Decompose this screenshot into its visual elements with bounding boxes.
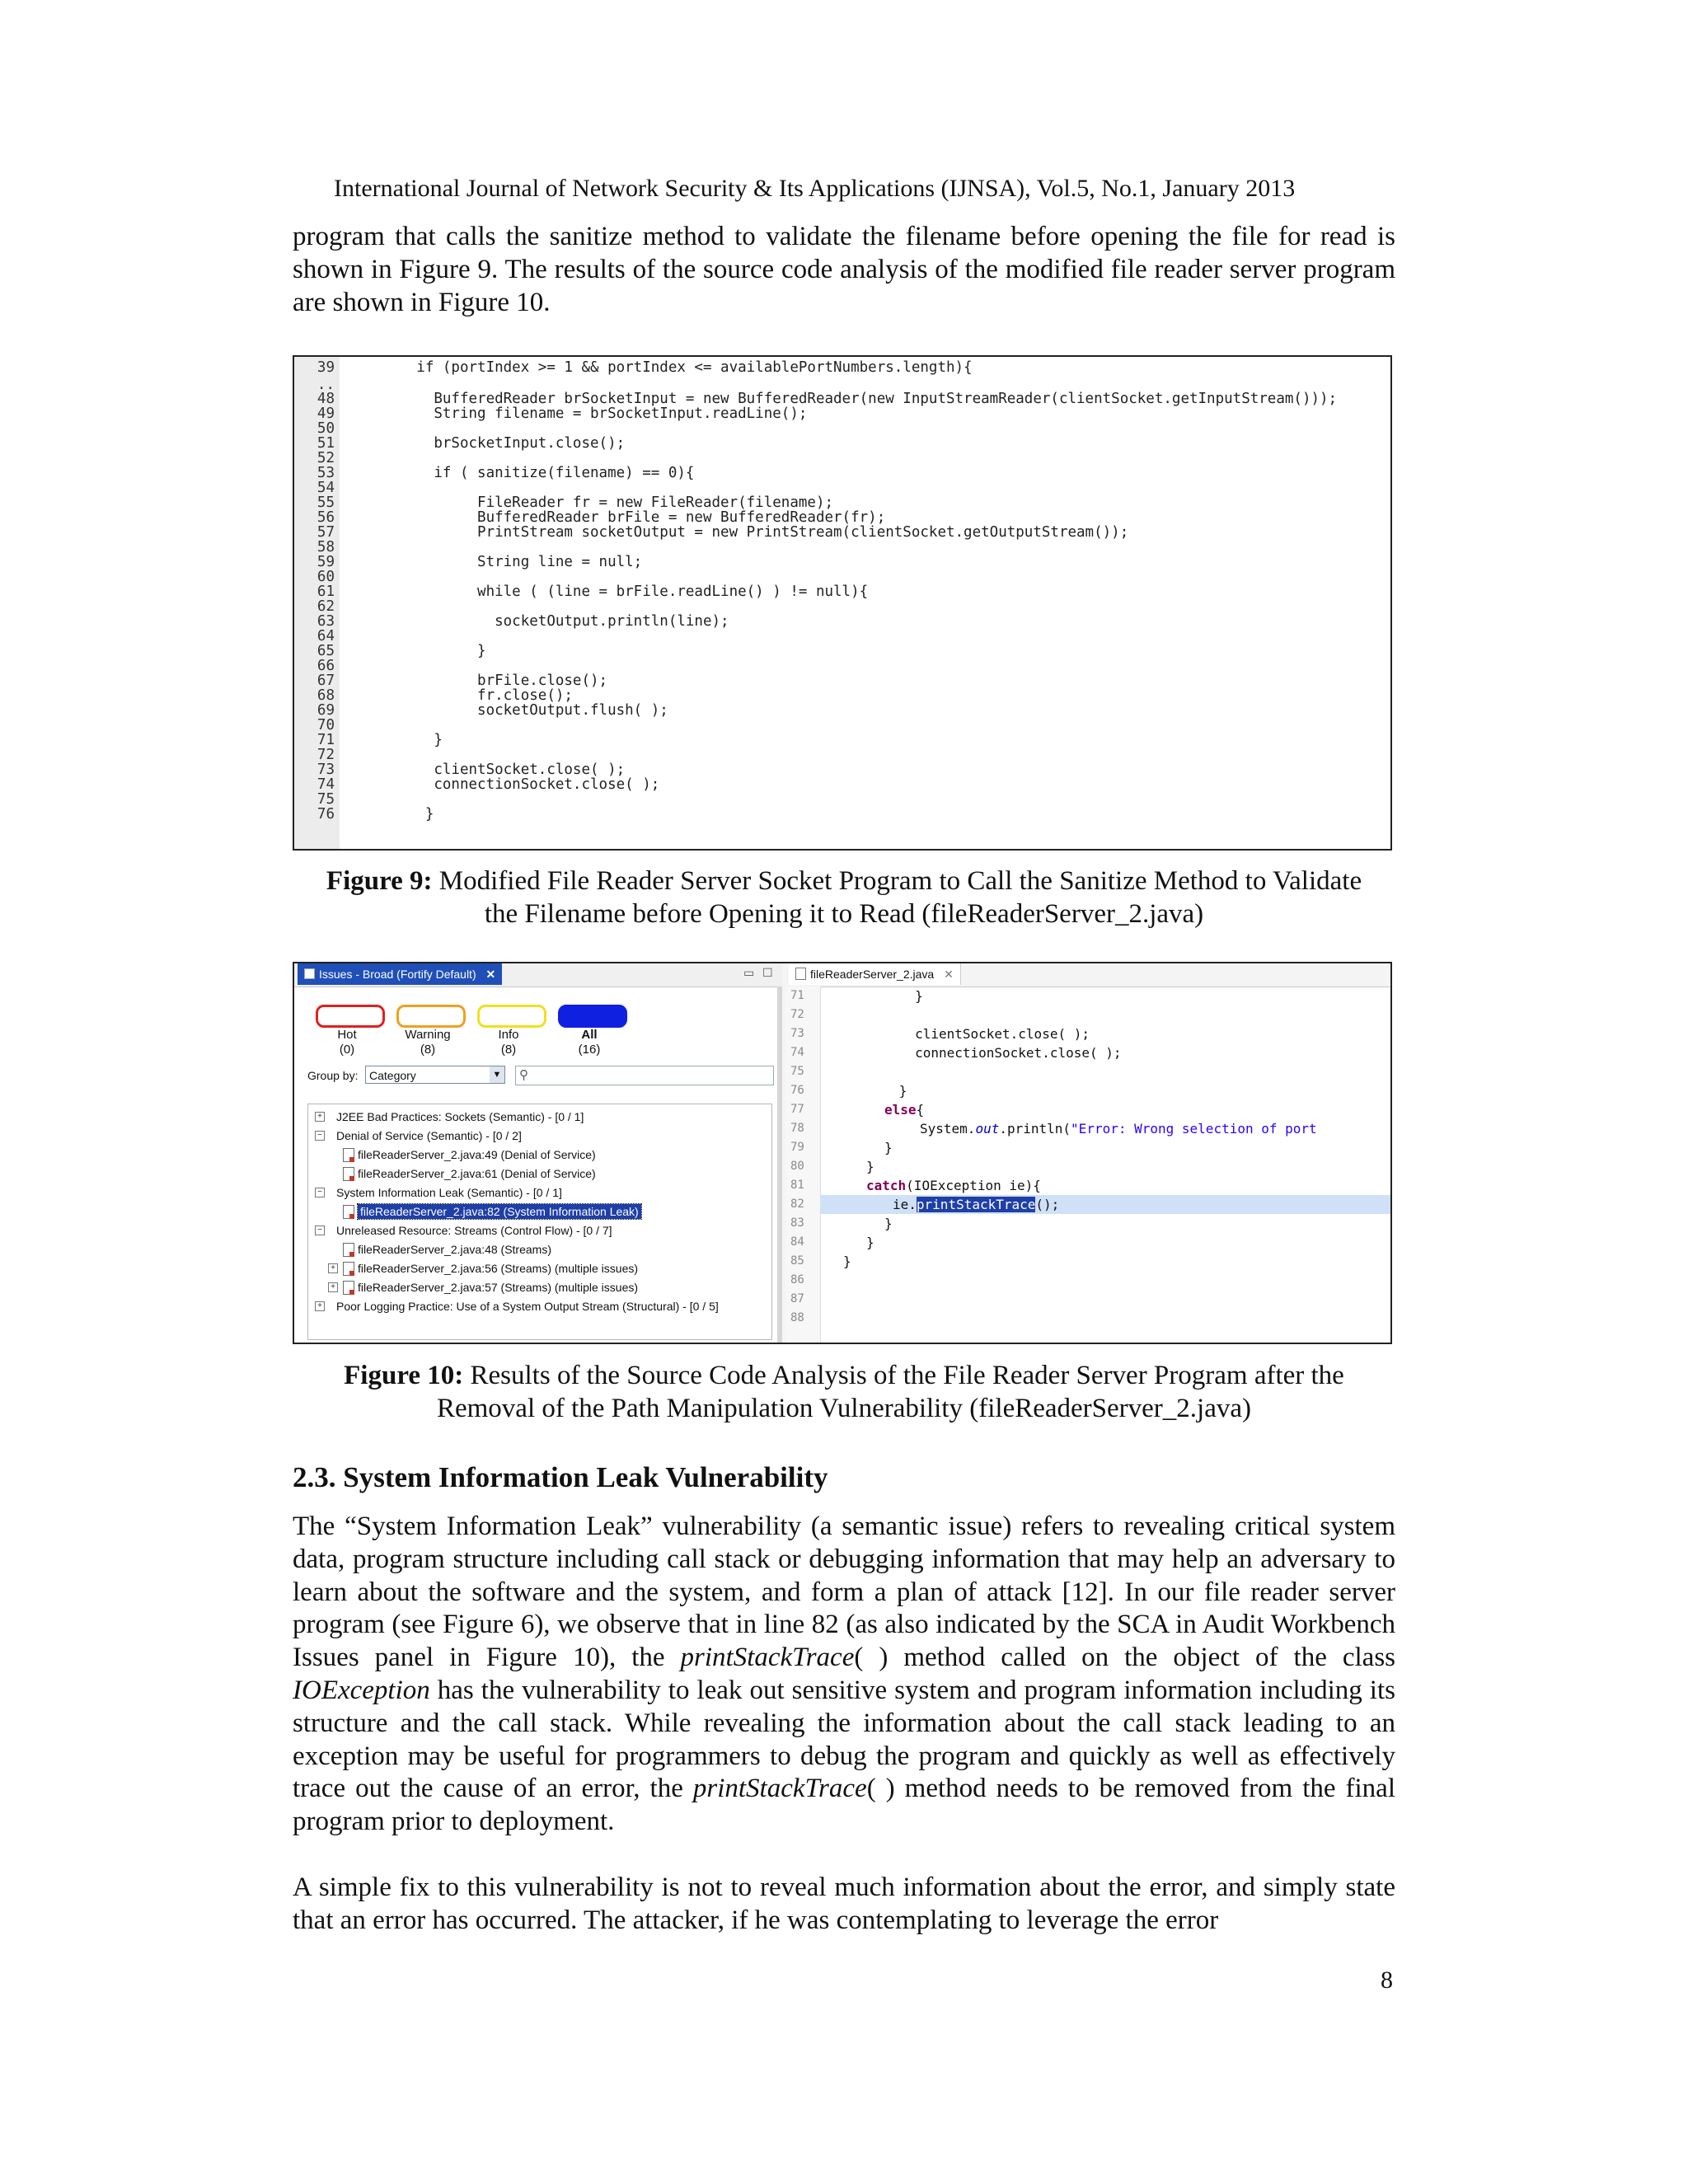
severity-name: All [581, 1028, 598, 1042]
issue-file-icon [343, 1167, 354, 1181]
line-number: 53 [316, 465, 335, 481]
line-number: 71 [316, 732, 335, 748]
tree-item[interactable]: Denial of Service (Semantic) - [0 / 2] [336, 1129, 522, 1142]
editor-line-number: 73 [790, 1027, 804, 1040]
line-number: 66 [316, 658, 335, 674]
line-number: 49 [316, 405, 335, 422]
expand-icon[interactable]: + [315, 1301, 325, 1311]
figure-10-ide-screenshot [293, 962, 1392, 1344]
editor-line-number: 75 [790, 1065, 804, 1078]
group-by-value: Category [369, 1069, 416, 1082]
figure-10-caption-line1: Results of the Source Code Analysis of the File Reader Server Program after the [470, 1361, 1344, 1390]
body-paragraph-2: A simple fix to this vulnerability is not to reveal much information about the error, and simply state that an error has occurred. The attacker, if he was contemplating to leverage the error [293, 1872, 1395, 1935]
section-heading: 2.3. System Information Leak Vulnerability [293, 1461, 828, 1493]
severity-count: (16) [578, 1043, 601, 1057]
figure-9-caption-line1: Modified File Reader Server Socket Program to Call the Sanitize Method to Validate [438, 866, 1362, 896]
line-number: 56 [316, 509, 335, 526]
line-number: 64 [316, 628, 335, 644]
editor-line-number: 88 [790, 1311, 804, 1324]
code-line-71: } [851, 988, 923, 1004]
line-number: 67 [316, 673, 335, 689]
code-line: fr.close(); [347, 687, 573, 704]
collapse-icon[interactable]: − [315, 1226, 325, 1235]
catch-keyword: catch [866, 1178, 907, 1193]
tree-item[interactable]: fileReaderServer_2.java:61 (Denial of Service) [358, 1167, 596, 1180]
line-number: 61 [316, 583, 335, 600]
issue-file-icon [343, 1281, 354, 1295]
java-file-icon [795, 968, 806, 980]
editor-line-number: 71 [790, 989, 804, 1002]
code-line: while ( (line = brFile.readLine() ) != null){ [347, 583, 869, 600]
code-line: String filename = brSocketInput.readLine(); [347, 405, 808, 422]
code-line-74: connectionSocket.close( ); [851, 1045, 1122, 1061]
chevron-down-icon[interactable]: ▼ [490, 1066, 504, 1083]
line-number: 74 [316, 776, 335, 793]
issues-tab-label: Issues - Broad (Fortify Default) [319, 968, 476, 981]
code-line: brFile.close(); [347, 673, 608, 689]
expand-icon[interactable]: + [328, 1263, 338, 1273]
search-icon: ⚲ [519, 1068, 528, 1082]
code-line-76: } [851, 1083, 907, 1099]
tree-item[interactable]: J2EE Bad Practices: Sockets (Semantic) - [0 / 1] [336, 1110, 584, 1123]
issues-tab[interactable] [298, 963, 502, 985]
tree-item[interactable]: Unreleased Resource: Streams (Control Flow) - [0 / 7] [336, 1224, 612, 1237]
line-number: 65 [316, 643, 335, 659]
figure-9-label: Figure 9: [326, 866, 433, 896]
editor-line-number: 79 [790, 1141, 804, 1154]
line-number: 50 [316, 420, 335, 437]
figure-9-caption-line2: the Filename before Opening it to Read (fileReaderServer_2.java) [484, 899, 1204, 929]
severity-count: (8) [420, 1043, 436, 1057]
expand-icon[interactable]: + [315, 1112, 325, 1122]
code-line: if (portIndex >= 1 && portIndex <= availablePortNumbers.length){ [347, 359, 973, 376]
severity-count: (8) [500, 1043, 517, 1057]
editor-line-number: 77 [790, 1103, 804, 1116]
line-number: 52 [316, 450, 335, 466]
code-line: if ( sanitize(filename) == 0){ [347, 465, 695, 481]
editor-line-number: 72 [790, 1008, 804, 1021]
editor-line-number: 80 [790, 1160, 804, 1173]
body-paragraph-1 [293, 1511, 1395, 1839]
body1-part-g: ( ) method needs to be removed from the final program prior to deployment. [293, 1774, 1395, 1837]
severity-name: Hot [337, 1028, 357, 1042]
body1-printstacktrace: printStackTrace [680, 1643, 855, 1673]
issue-file-icon [343, 1148, 354, 1162]
tree-item[interactable]: fileReaderServer_2.java:49 (Denial of Service) [358, 1148, 596, 1161]
editor-line-number: 74 [790, 1046, 804, 1059]
tree-item[interactable]: fileReaderServer_2.java:48 (Streams) [358, 1243, 551, 1256]
line-number: 72 [316, 747, 335, 763]
editor-line-number: 81 [790, 1179, 804, 1192]
line-number: 63 [316, 613, 335, 630]
severity-count: (0) [339, 1043, 355, 1057]
tree-item[interactable]: fileReaderServer_2.java:56 (Streams) (multiple issues) [358, 1262, 639, 1275]
line-number: 39 [316, 359, 335, 376]
body1-part-e: has the vulnerability to leak out sensitive system and program information including its structure and the call stack. While revealing the information about the call stack leading to an exception may be useful for programmers to debug the program and quickly as well as effectively trace out the cause of an error, the [293, 1675, 1395, 1804]
code-line-84: } [866, 1235, 874, 1250]
collapse-icon[interactable]: − [315, 1188, 325, 1197]
page-number: 8 [1381, 1966, 1393, 1994]
severity-filter-info[interactable] [477, 1005, 546, 1028]
code-line: } [347, 732, 443, 748]
line-number: .. [316, 377, 335, 393]
code-line-77 [884, 1100, 924, 1119]
line-number: 76 [316, 806, 335, 823]
severity-label [556, 1028, 622, 1057]
editor-line-number: 86 [790, 1273, 804, 1286]
tree-item[interactable]: Poor Logging Practice: Use of a System Output Stream (Structural) - [0 / 5] [336, 1300, 719, 1313]
editor-panel [785, 963, 1390, 1343]
code-line-78 [920, 1119, 1317, 1138]
code-line: brSocketInput.close(); [347, 435, 626, 452]
body1-part-c: ( ) method called on the object of the class [854, 1643, 1396, 1673]
code-line: BufferedReader brFile = new BufferedReader(fr); [347, 509, 886, 526]
severity-filter-warning[interactable] [396, 1005, 466, 1028]
severity-label [476, 1028, 542, 1057]
minimize-icon[interactable]: ▭ [743, 966, 755, 979]
code-line-82-b: (); [1035, 1197, 1060, 1212]
code-line-81-rest: (IOException ie){ [906, 1178, 1041, 1193]
figure-10-label: Figure 10: [344, 1361, 464, 1390]
line-number: 48 [316, 391, 335, 407]
line-number: 62 [316, 598, 335, 615]
line-number: 55 [316, 494, 335, 511]
group-by-label: Group by: [307, 1069, 359, 1082]
code-line: clientSocket.close( ); [347, 762, 626, 778]
code-line-82-a: ie. [893, 1197, 917, 1212]
body1-printstacktrace-2: printStackTrace [692, 1774, 867, 1804]
line-number: 58 [316, 539, 335, 555]
code-line-78-a: System. [920, 1121, 976, 1137]
issues-tree [307, 1104, 772, 1340]
code-line-79: } [884, 1140, 893, 1155]
line-number: 51 [316, 435, 335, 452]
figure-10-caption [293, 1359, 1395, 1425]
line-number: 70 [316, 717, 335, 733]
journal-header: International Journal of Network Security & Its Applications (IJNSA), Vol.5, No.1, January 2013 [334, 175, 1296, 202]
code-line-82 [893, 1195, 1059, 1214]
code-line-78-out: out [975, 1121, 1000, 1137]
tree-item[interactable]: System Information Leak (Semantic) - [0 / 1] [336, 1186, 562, 1199]
code-line: socketOutput.flush( ); [347, 702, 668, 719]
editor-line-number: 84 [790, 1235, 804, 1249]
code-line: } [347, 806, 434, 823]
code-line: connectionSocket.close( ); [347, 776, 660, 793]
close-icon[interactable]: ✕ [944, 968, 954, 981]
code-line-85: } [843, 1254, 851, 1269]
figure-10-caption-line2: Removal of the Path Manipulation Vulnerability (fileReaderServer_2.java) [436, 1394, 1252, 1423]
tree-item[interactable]: fileReaderServer_2.java:57 (Streams) (multiple issues) [358, 1281, 639, 1294]
editor-line-number: 82 [790, 1197, 804, 1211]
editor-line-number: 78 [790, 1122, 804, 1135]
line-number: 68 [316, 687, 335, 704]
severity-name: Warning [405, 1028, 451, 1042]
editor-line-number: 85 [790, 1254, 804, 1268]
issue-file-icon [343, 1243, 354, 1257]
code-line: FileReader fr = new FileReader(filename); [347, 494, 834, 511]
code-line-80: } [866, 1159, 874, 1174]
severity-filter-hot[interactable] [316, 1005, 385, 1028]
issue-file-icon [343, 1262, 354, 1276]
line-number: 60 [316, 569, 335, 585]
editor-line-number: 76 [790, 1084, 804, 1097]
tree-item[interactable]: fileReaderServer_2.java:82 (System Information Leak) [358, 1204, 641, 1219]
selected-printstacktrace[interactable]: printStackTrace [916, 1197, 1036, 1212]
line-number: 69 [316, 702, 335, 719]
code-line-78-c: .println( [999, 1121, 1071, 1137]
maximize-icon[interactable]: ☐ [762, 966, 773, 979]
code-line-73: clientSocket.close( ); [851, 1026, 1090, 1042]
collapse-icon[interactable]: − [315, 1131, 325, 1141]
close-icon[interactable]: ✕ [485, 968, 496, 981]
else-keyword: else [884, 1102, 917, 1118]
line-number: 73 [316, 762, 335, 778]
issues-icon [304, 968, 315, 979]
editor-line-number: 87 [790, 1292, 804, 1305]
group-by-select[interactable] [365, 1066, 505, 1084]
severity-label [395, 1028, 461, 1057]
issues-tab-bar [294, 963, 782, 987]
severity-label [314, 1028, 380, 1057]
expand-icon[interactable]: + [328, 1282, 338, 1292]
panel-splitter[interactable] [777, 987, 782, 1343]
line-number: 75 [316, 791, 335, 808]
code-line-81 [866, 1176, 1041, 1195]
severity-filter-all[interactable] [558, 1005, 627, 1028]
issue-file-icon [343, 1205, 354, 1219]
issues-panel [294, 963, 782, 1343]
editor-tab[interactable] [789, 963, 961, 985]
code-line-77-rest: { [916, 1102, 925, 1118]
body1-part-a: The “System Information Leak” vulnerability (a semantic issue) refers to revealing critical system data, program structure including call stack or debugging information that may help an adversary to learn about the software and the system, and form a plan of attack [12]. In our file reader server program (see Figure 6), we observe that in line 82 (as also indicated by the SCA in Audit Workbench Issues panel in Figure 10), the [293, 1511, 1395, 1673]
code-line: PrintStream socketOutput = new PrintStream(clientSocket.getOutputStream()); [347, 524, 1129, 541]
code-line-78-string: "Error: Wrong selection of port [1071, 1121, 1317, 1137]
line-number: 57 [316, 524, 335, 541]
body1-ioexception: IOException [293, 1675, 430, 1705]
figure-9-caption [293, 865, 1395, 930]
code-line-83: } [884, 1216, 893, 1231]
line-number: 54 [316, 480, 335, 496]
intro-paragraph: program that calls the sanitize method to validate the filename before opening the file for read is shown in Figure 9. The results of the source code analysis of the modified file reader server program are shown in Figure 10. [293, 222, 1395, 317]
figure-9-code-listing [293, 355, 1392, 851]
code-line: } [347, 643, 486, 659]
editor-tab-bar [785, 963, 1390, 987]
code-line: socketOutput.println(line); [347, 613, 729, 630]
editor-tab-label: fileReaderServer_2.java [810, 968, 935, 981]
severity-name: Info [498, 1028, 519, 1042]
editor-line-number: 83 [790, 1216, 804, 1230]
code-line: String line = null; [347, 554, 643, 570]
search-input[interactable] [515, 1066, 774, 1085]
line-number: 59 [316, 554, 335, 570]
code-line: BufferedReader brSocketInput = new BufferedReader(new InputStreamReader(clientSocket.getInputStream())); [347, 391, 1338, 407]
